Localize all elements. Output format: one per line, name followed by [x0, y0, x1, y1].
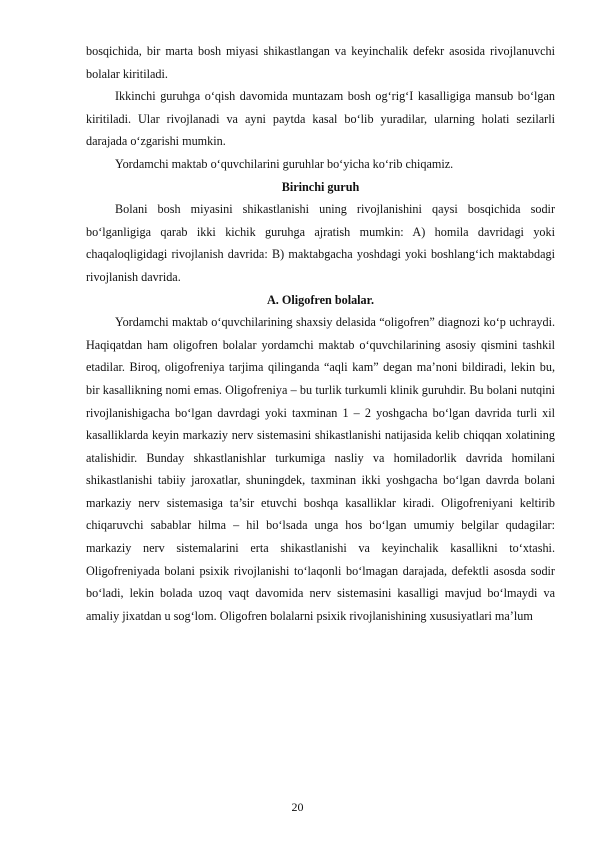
paragraph-second-group: Ikkinchi guruhga o‘qish davomida muntazam bosh og‘rig‘I kasalligiga mansub bo‘lgan kiritiladi. Ular rivojlanadi va ayni paytda kasal bo‘lib yuradilar, ularning holati sezilarli darajada o‘zgarishi mumkin.	[86, 89, 555, 149]
section-heading-first-group: Birinchi guruh	[281, 179, 360, 194]
subsection-heading-oligofren: A. Oligofren bolalar.	[267, 292, 374, 307]
page-number: 20	[291, 800, 304, 814]
paragraph-first-group: Bolani bosh miyasini shikastlanishi uning rivojlanishini qaysi bosqichida sodir bo‘lganligiga qarab ikki kichik guruhga ajratish mumkin: A) homila davridagi yoki chaqaloqligidagi rivojlanish davrida: B) maktabgacha yoshdagi yoki boshlang‘ich maktabdagi rivojlanish davrida.	[86, 202, 555, 284]
paragraph-groups-intro: Yordamchi maktab o‘quvchilarini guruhlar bo‘yicha ko‘rib chiqamiz.	[115, 156, 454, 171]
paragraph-continuation: bosqichida, bir marta bosh miyasi shikastlangan va keyinchalik defekr asosida rivojlanuvchi bolalar kiritiladi.	[86, 44, 555, 81]
page-body	[86, 40, 555, 627]
paragraph-oligofren: Yordamchi maktab o‘quvchilarining shaxsiy delasida “oligofren” diagnozi ko‘p uchraydi. Haqiqatdan ham oligofren bolalar yordamchi maktab o‘quvchilarining asosiy qismini tashkil etadilar. Biroq, oligofreniya tarjima qilinganda “aqli kam” degan ma’noni bildiradi, lekin bu, bir kasallikning nomi emas. Oligofreniya – bu turlik turkumli klinik guruhdir. Bu bolani nutqini rivojlanishigacha bo‘lgan davrdagi yoki taxminan 1 – 2 yoshgacha bo‘lgan davrida turli xil kasalliklarda keyin markaziy nerv sistemasini shikastlanishi natijasida kelib chiqqan xolatining atalishidir. Bunday shkastlanishlar turkumiga nasliy va homiladorlik davrida homilani shikastlanishi tabiiy jaroxatlar, shuningdek, taxminan ikki yoshgacha bo‘lgan davrda bolani markaziy nerv sistemasiga ta’sir etuvchi boshqa kasalliklar kiradi. Oligofreniyani keltirib chiqaruvchi sabablar hilma – hil bo‘lsada unga hos bo‘lgan umumiy belgilar qudagilar: markaziy nerv sistemalarini erta shikastlanishi va keyinchalik kasallikni to‘xtashi. Oligofreniyada bolani psixik rivojlanishi to‘laqonli bo‘lmagan darajada, defektli asosda sodir bo‘ladi, lekin bolada uzoq vaqt davomida nerv sistemasini kasalligi mavjud bo‘lmaydi va amaliy jixatdan u sog‘lom. Oligofren bolalarni psixik rivojlanishining xususiyatlari ma’lum	[86, 315, 555, 623]
